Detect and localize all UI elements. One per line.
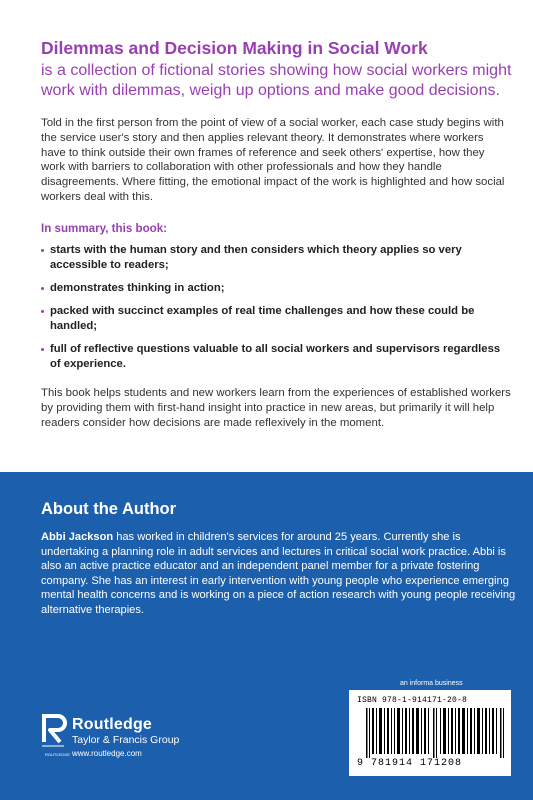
informa-tagline: an informa business: [400, 680, 463, 687]
author-name: Abbi Jackson: [41, 531, 114, 543]
routledge-logo-icon: [40, 712, 70, 758]
list-item-text: demonstrates thinking in action;: [50, 282, 225, 294]
isbn-label: ISBN 978-1-914171-20-8: [357, 696, 468, 705]
book-title: Dilemmas and Decision Making in Social Work: [41, 38, 428, 58]
svg-text:ROUTLEDGE: ROUTLEDGE: [45, 752, 70, 757]
intro-paragraph: Told in the first person from the point of view of a social worker, each case study begins with the service user's story and then applies relevant theory. It demonstrates where workers have to think outside their own frames of reference and seek others' expertise, how they work with barriers to collaboration with other professionals and how they handle disagreements. Where fitting, the emotional impact of the work is highlighted and how social workers deal with this.: [41, 117, 505, 203]
author-bio-text: has worked in children's services for around 25 years. Currently she is undertaking a planning role in adult services and lectures in critical social work practice. Abbi is also an active practice educator and an independent panel member for a private fostering company. She has an interest in early intervention with young people who experience emerging mental health concerns and is working on a piece of action research with young people receiving alternative therapies.: [41, 531, 516, 616]
bullet-icon: [41, 310, 44, 313]
list-item-text: packed with succinct examples of real time challenges and how these could be handled;: [50, 305, 475, 332]
list-item: [41, 281, 511, 296]
author-bio: [41, 530, 516, 618]
bullet-icon: [41, 249, 44, 252]
list-item: [41, 243, 511, 273]
list-item: [41, 304, 511, 334]
list-item-text: starts with the human story and then considers which theory applies so very accessible to readers;: [50, 244, 462, 271]
publisher-brand: [72, 716, 179, 761]
bullet-icon: [41, 287, 44, 290]
about-author-heading: About the Author: [41, 500, 177, 518]
barcode-icon: [366, 708, 506, 758]
summary-heading: In summary, this book:: [41, 222, 168, 235]
list-item: [41, 342, 511, 372]
bullet-icon: [41, 348, 44, 351]
publisher-group: Taylor & Francis Group: [72, 734, 180, 746]
barcode-number: 9 781914 171208: [357, 758, 463, 769]
publisher-name: Routledge: [72, 716, 153, 733]
outro-paragraph: This book helps students and new workers learn from the experiences of established workers by providing them with first-hand insight into practice in new areas, but primarily it will help readers consider how decisions are made reflexively in the moment.: [41, 387, 511, 429]
summary-list: [41, 243, 511, 380]
book-subtitle: is a collection of fictional stories showing how social workers might work with dilemmas, weigh up options and make good decisions.: [41, 62, 512, 99]
list-item-text: full of reflective questions valuable to all social workers and supervisors regardless of experience.: [50, 343, 501, 370]
publisher-url: www.routledge.com: [72, 749, 142, 758]
